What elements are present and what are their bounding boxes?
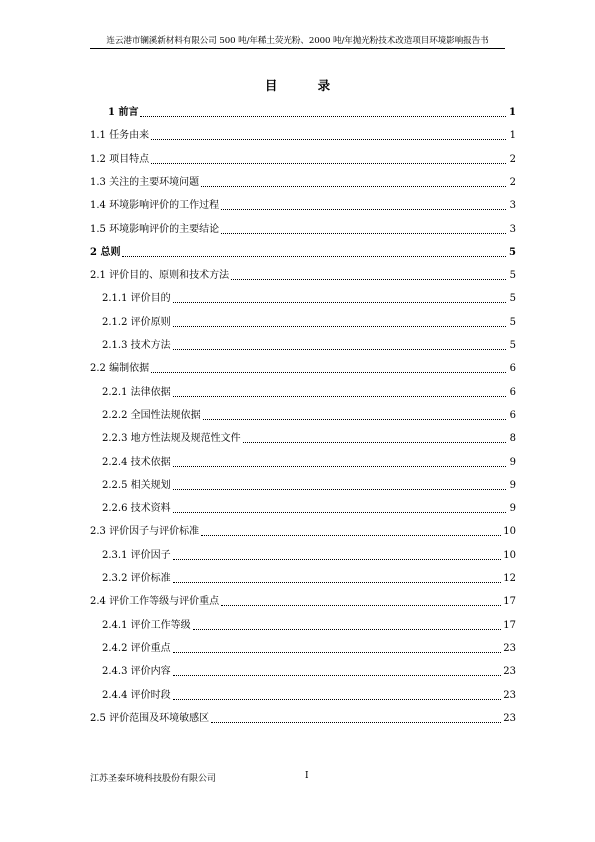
- toc-entry-label: 2.2.4 技术依据: [102, 456, 171, 468]
- toc-entry[interactable]: [90, 636, 516, 656]
- toc-entry-page: 17: [503, 596, 516, 608]
- running-header: 连云港市镧溪新材料有限公司 500 吨/年稀土荧光粉、2000 吨/年抛光粉技术改造项目环境影响报告书: [106, 36, 489, 46]
- footer-page-number: I: [305, 771, 309, 781]
- toc-entry[interactable]: [90, 450, 516, 470]
- toc-dot-leader: [173, 652, 502, 653]
- toc-entry[interactable]: [90, 403, 516, 423]
- toc-entry-page: 9: [509, 503, 516, 515]
- toc-dot-leader: [173, 489, 506, 490]
- toc-entry[interactable]: [90, 240, 516, 260]
- toc-entry[interactable]: [90, 333, 516, 353]
- toc-dot-leader: [173, 349, 506, 350]
- toc-entry-page: 23: [503, 689, 516, 701]
- toc-entry-label: 2 总则: [90, 246, 121, 258]
- toc-entry-page: 9: [509, 456, 516, 468]
- toc-dot-leader: [173, 675, 502, 676]
- toc-entry-page: 3: [509, 223, 516, 235]
- footer-company: 江苏圣泰环境科技股份有限公司: [90, 774, 217, 784]
- header-divider: [90, 48, 505, 49]
- toc-entry-label: 1.2 项目特点: [90, 153, 150, 165]
- toc-entry-label: 2.3.1 评价因子: [102, 549, 171, 561]
- toc-dot-leader: [221, 605, 501, 606]
- toc-entry-page: 10: [503, 526, 516, 538]
- toc-entry[interactable]: [90, 519, 516, 539]
- toc-entry-page: 5: [509, 246, 516, 258]
- toc-dot-leader: [140, 116, 506, 117]
- toc-entry[interactable]: [90, 100, 516, 120]
- toc-entry-page: 1: [509, 107, 516, 118]
- toc-entry-page: 12: [503, 573, 516, 584]
- toc-entry-page: 23: [503, 712, 516, 724]
- toc-entry-page: 23: [503, 666, 516, 678]
- toc-dot-leader: [173, 582, 502, 583]
- toc-entry[interactable]: [90, 356, 516, 376]
- toc-entry-label: 2.3.2 评价标准: [102, 573, 171, 584]
- toc-entry[interactable]: [90, 566, 516, 586]
- toc-entry[interactable]: [90, 659, 516, 679]
- toc-dot-leader: [151, 139, 506, 140]
- toc-dot-leader: [173, 466, 506, 467]
- toc-entry-label: 2.2.6 技术资料: [102, 503, 171, 515]
- toc-entry-page: 2: [509, 176, 516, 188]
- toc-dot-leader: [231, 279, 506, 280]
- toc-entry-label: 2.4.2 评价重点: [102, 642, 171, 654]
- toc-dot-leader: [201, 186, 506, 187]
- toc-entry-label: 2.5 评价范围及环境敏感区: [90, 712, 210, 724]
- toc-entry-page: 5: [509, 316, 516, 328]
- toc-entry-page: 9: [509, 479, 516, 491]
- toc-dot-leader: [201, 535, 501, 536]
- toc-entry-page: 6: [509, 363, 516, 375]
- toc-entry-page: 10: [503, 549, 516, 561]
- toc-dot-leader: [173, 512, 506, 513]
- toc-dot-leader: [122, 256, 506, 257]
- toc-entry-label: 2.1.2 评价原则: [102, 316, 171, 328]
- toc-dot-leader: [221, 209, 506, 210]
- toc-dot-leader: [173, 302, 506, 303]
- toc-entry[interactable]: [90, 543, 516, 563]
- toc-entry-page: 6: [509, 409, 516, 421]
- toc-entry-page: 3: [509, 200, 516, 212]
- toc-entry[interactable]: [90, 473, 516, 493]
- toc-dot-leader: [173, 326, 506, 327]
- toc-entry-page: 5: [509, 293, 516, 305]
- toc-entry[interactable]: [90, 706, 516, 726]
- toc-dot-leader: [193, 629, 502, 630]
- toc-dot-leader: [221, 233, 506, 234]
- toc-entry-label: 2.4.3 评价内容: [102, 666, 171, 678]
- toc-entry[interactable]: [90, 263, 516, 283]
- toc-entry-label: 2.4.4 评价时段: [102, 689, 171, 701]
- toc-entry[interactable]: [90, 147, 516, 167]
- toc-entry-label: 2.4 评价工作等级与评价重点: [90, 596, 220, 608]
- toc-entry-page: 23: [503, 642, 516, 654]
- toc-entry[interactable]: [90, 170, 516, 190]
- toc-entry-label: 2.2.2 全国性法规依据: [102, 409, 201, 421]
- toc-entry[interactable]: [90, 193, 516, 213]
- toc-entry-label: 2.2.3 地方性法规及规范性文件: [102, 433, 241, 445]
- toc-entry-label: 2.2.1 法律依据: [102, 386, 171, 398]
- toc-entry-page: 1: [509, 130, 516, 142]
- toc-entry[interactable]: [90, 589, 516, 609]
- toc-entry[interactable]: [90, 613, 516, 633]
- toc-entry-label: 1.4 环境影响评价的工作过程: [90, 200, 220, 212]
- toc-entry-label: 1.5 环境影响评价的主要结论: [90, 223, 220, 235]
- toc-dot-leader: [173, 699, 502, 700]
- toc-entry-label: 2.3 评价因子与评价标准: [90, 526, 200, 538]
- toc-entry[interactable]: [90, 286, 516, 306]
- toc-entry-label: 2.2 编制依据: [90, 363, 150, 375]
- toc-entry-page: 17: [503, 619, 516, 631]
- toc-entry-label: 1.1 任务由来: [90, 130, 150, 142]
- toc-entry[interactable]: [90, 217, 516, 237]
- toc-entry-label: 2.1 评价目的、原则和技术方法: [90, 270, 230, 282]
- toc-entry-page: 6: [509, 386, 516, 398]
- toc-entry[interactable]: [90, 123, 516, 143]
- toc-entry-page: 8: [509, 433, 516, 445]
- toc-entry-label: 1.3 关注的主要环境问题: [90, 176, 200, 188]
- toc-entry-label: 2.1.3 技术方法: [102, 340, 171, 351]
- toc-entry[interactable]: [90, 310, 516, 330]
- toc-dot-leader: [173, 559, 502, 560]
- toc-dot-leader: [151, 372, 506, 373]
- toc-entry-label: 2.2.5 相关规划: [102, 479, 171, 491]
- toc-dot-leader: [203, 419, 506, 420]
- toc-entry[interactable]: [90, 496, 516, 516]
- toc-entry-label: 2.4.1 评价工作等级: [102, 619, 191, 631]
- toc-dot-leader: [173, 396, 506, 397]
- toc-entry-page: 2: [509, 153, 516, 165]
- toc-entry-page: 5: [509, 270, 516, 282]
- toc-entry-label: 2.1.1 评价目的: [102, 293, 171, 305]
- toc-entry[interactable]: [90, 380, 516, 400]
- toc-dot-leader: [211, 722, 501, 723]
- toc-dot-leader: [243, 442, 506, 443]
- toc-entry-label: 1 前言: [108, 107, 139, 118]
- toc-title: 目 录: [264, 78, 349, 93]
- toc-entry-page: 5: [509, 340, 516, 351]
- toc-entry[interactable]: [90, 426, 516, 446]
- toc-entry[interactable]: [90, 683, 516, 703]
- toc-dot-leader: [151, 163, 506, 164]
